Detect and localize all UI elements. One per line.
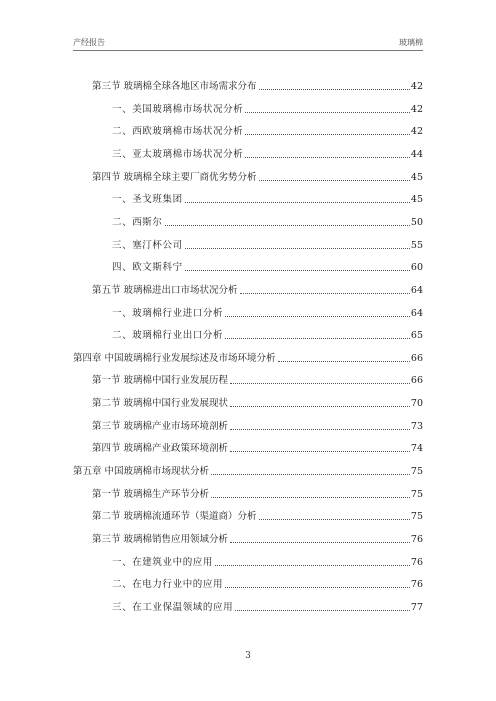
toc-entry-page: 76 [410, 579, 423, 591]
toc-entry[interactable] [112, 306, 423, 320]
toc-leader-dots [211, 497, 410, 498]
toc-entry[interactable] [73, 351, 423, 365]
toc-entry[interactable] [112, 124, 423, 138]
toc-leader-dots [245, 112, 410, 113]
toc-entry-page: 66 [410, 352, 423, 364]
toc-leader-dots [225, 338, 410, 339]
toc-entry-label: 一、圣戈班集团 [112, 194, 183, 206]
toc-entry-label: 一、玻璃棉行业进口分析 [112, 307, 224, 319]
toc-entry-label: 三、亚太玻璃棉市场状况分析 [112, 148, 244, 160]
toc-leader-dots [211, 474, 410, 475]
toc-leader-dots [245, 134, 410, 135]
page-number: 3 [245, 651, 251, 661]
toc-leader-dots [230, 383, 410, 384]
toc-entry-page: 42 [410, 81, 423, 92]
toc-entry[interactable] [112, 238, 423, 252]
toc-entry-label: 二、玻璃棉行业出口分析 [112, 330, 224, 342]
toc-leader-dots [259, 89, 410, 90]
toc-leader-dots [259, 519, 410, 520]
toc-entry[interactable] [92, 373, 423, 387]
toc-entry[interactable] [92, 532, 423, 546]
toc-entry-page: 64 [410, 307, 423, 319]
toc-entry-label: 第四节 玻璃棉全球主要厂商优劣势分析 [92, 171, 257, 183]
toc-leader-dots [245, 157, 410, 158]
toc-entry-page: 74 [410, 443, 423, 455]
toc-leader-dots [278, 361, 410, 362]
toc-leader-dots [225, 587, 410, 588]
toc-entry-page: 65 [410, 330, 423, 342]
toc-entry-page: 42 [410, 126, 423, 138]
toc-entry[interactable] [92, 509, 423, 523]
toc-entry[interactable] [112, 215, 423, 229]
toc-entry-page: 77 [410, 601, 423, 613]
toc-entry[interactable] [92, 170, 423, 184]
toc-entry-page: 75 [410, 466, 423, 477]
toc-leader-dots [185, 270, 410, 271]
toc-entry-page: 70 [410, 398, 423, 410]
toc-entry-page: 60 [410, 262, 423, 274]
header-left-text: 产经报告 [73, 38, 105, 47]
toc-leader-dots [165, 225, 410, 226]
toc-entry-label: 第一节 玻璃棉生产环节分析 [92, 488, 210, 500]
toc-entry-label: 第二节 玻璃棉流通环节（渠道商）分析 [92, 511, 257, 523]
toc-entry[interactable] [73, 464, 423, 478]
toc-entry-page: 76 [410, 534, 423, 545]
toc-entry[interactable] [92, 79, 423, 93]
toc-entry-page: 75 [410, 511, 423, 523]
toc-entry-page: 42 [410, 103, 423, 115]
toc-leader-dots [240, 293, 410, 294]
toc-entry[interactable] [92, 419, 423, 433]
toc-leader-dots [230, 451, 410, 452]
toc-entry-page: 45 [410, 194, 423, 206]
toc-entry[interactable] [112, 555, 423, 569]
toc-entry[interactable] [92, 487, 423, 501]
toc-entry-label: 第三节 玻璃棉全球各地区市场需求分布 [92, 81, 257, 92]
toc-entry-page: 50 [410, 216, 423, 228]
toc-leader-dots [230, 542, 410, 543]
toc-entry-page: 76 [410, 556, 423, 568]
toc-entry-page: 73 [410, 420, 423, 432]
toc-entry-label: 第三节 玻璃棉产业市场环境剖析 [92, 420, 229, 432]
header-divider [73, 50, 423, 51]
toc-entry[interactable] [112, 192, 423, 206]
toc-leader-dots [235, 610, 410, 611]
toc-entry[interactable] [92, 441, 423, 455]
toc-leader-dots [185, 248, 410, 249]
toc-leader-dots [225, 316, 410, 317]
toc-entry-page: 75 [410, 488, 423, 500]
toc-entry[interactable] [92, 283, 423, 297]
toc-entry-page: 45 [410, 171, 423, 183]
toc-entry-page: 64 [410, 284, 423, 296]
toc-entry[interactable] [112, 147, 423, 161]
toc-entry-page: 66 [410, 375, 423, 387]
toc-entry-label: 第二节 玻璃棉中国行业发展现状 [92, 398, 229, 410]
toc-entry-label: 二、在电力行业中的应用 [112, 579, 224, 591]
toc-entry-label: 第五章 中国玻璃棉市场现状分析 [73, 466, 210, 477]
toc-entry[interactable] [112, 600, 423, 614]
toc-entry[interactable] [112, 102, 423, 116]
toc-entry-label: 一、美国玻璃棉市场状况分析 [112, 103, 244, 115]
toc-entry-page: 44 [410, 148, 423, 160]
toc-leader-dots [185, 202, 410, 203]
toc-entry-label: 一、在建筑业中的应用 [112, 556, 214, 568]
toc-entry-label: 三、在工业保温领域的应用 [112, 601, 234, 613]
toc-entry[interactable] [112, 577, 423, 591]
toc-entry-label: 三、塞汀杯公司 [112, 239, 183, 251]
toc-entry-label: 第三节 玻璃棉销售应用领域分析 [92, 534, 229, 545]
header-right-text: 玻璃棉 [399, 38, 423, 47]
toc-leader-dots [215, 565, 410, 566]
toc-entry-label: 二、西斯尔 [112, 216, 163, 228]
toc-entry-label: 第一节 玻璃棉中国行业发展历程 [92, 375, 229, 387]
toc-entry-label: 第四节 玻璃棉产业政策环境剖析 [92, 443, 229, 455]
toc-leader-dots [259, 180, 410, 181]
toc-entry-label: 第五节 玻璃棉进出口市场状况分析 [92, 284, 238, 296]
toc-entry[interactable] [112, 328, 423, 342]
toc-entry[interactable] [92, 396, 423, 410]
toc-entry-label: 二、西欧玻璃棉市场状况分析 [112, 126, 244, 138]
toc-entry[interactable] [112, 260, 423, 274]
toc-entry-label: 第四章 中国玻璃棉行业发展综述及市场环境分析 [73, 352, 276, 364]
toc-entry-page: 55 [410, 239, 423, 251]
toc-entry-label: 四、欧文斯科宁 [112, 262, 183, 274]
toc-leader-dots [230, 429, 410, 430]
toc-leader-dots [230, 406, 410, 407]
